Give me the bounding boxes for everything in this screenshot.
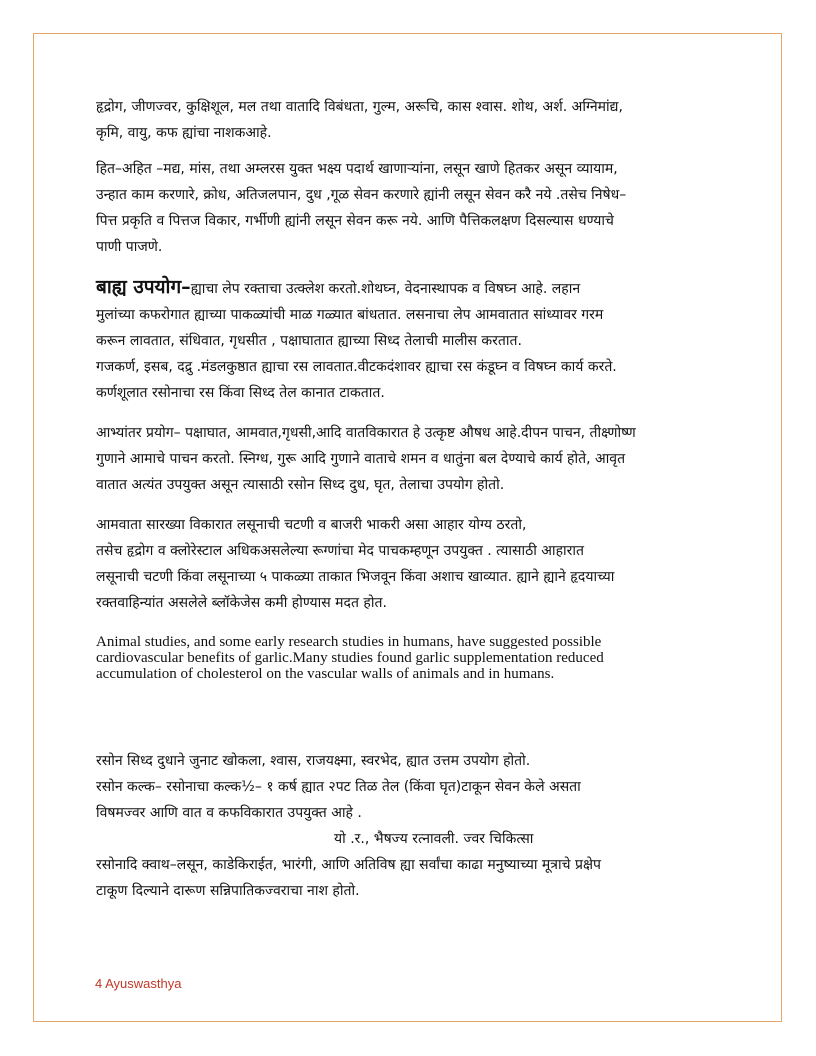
- text-line: रसोन कल्क– रसोनाचा कल्क½– १ कर्ष ह्यात २पट तिळ तेल (किंवा घृत)टाकून सेवन केले असता: [96, 779, 581, 795]
- text-line: रक्तवाहिन्यांत असलेले ब्लॉकेजेस कमी होण्यास मदत होत.: [96, 595, 387, 611]
- text-line: टाकूण दिल्याने दारूण सन्निपातिकज्वराचा नाश होतो.: [96, 883, 360, 899]
- paragraph-english-research: [96, 634, 736, 682]
- text-line: Animal studies, and some early research studies in humans, have suggested possible: [96, 634, 602, 650]
- section-heading-external-use: बाह्य उपयोग–: [96, 276, 191, 298]
- text-line: वातात अत्यंत उपयुक्त असून त्यासाठी रसोन सिध्द दुध, घृत, तेलाचा उपयोग होतो.: [96, 477, 505, 493]
- text-line: cardiovascular benefits of garlic.Many studies found garlic supplementation reduced: [96, 650, 604, 666]
- paragraph-rasonadi-kwath: [96, 852, 736, 904]
- text-line: उन्हात काम करणारे, क्रोध, अतिजलपान, दुध ,गूळ सेवन करणारे ह्यांनी लसून सेवन करै नये .तसेच निषेध–: [96, 187, 627, 203]
- reference-citation: यो .र., भैषज्य रत्नावली. ज्वर चिकित्सा: [334, 831, 534, 847]
- text-line: लसूनाची चटणी किंवा लसूनाच्या ५ पाकळ्या ताकात भिजवून किंवा अशाच खाव्यात. ह्याने ह्याने हृदयाच्या: [96, 569, 615, 585]
- text-line: गुणाने आमाचे पाचन करतो. स्निग्ध, गुरू आदि गुणाने वाताचे शमन व धातुंना बल देण्याचे कार्य होते, आवृत: [96, 451, 626, 467]
- paragraph-rason-kalka: [96, 748, 736, 826]
- text-line: कृमि, वायु, कफ ह्यांचा नाशकआहे.: [96, 125, 272, 141]
- text-line: accumulation of cholesterol on the vascular walls of animals and in humans.: [96, 666, 555, 682]
- text-line: रसोनादि क्वाथ–लसून, काडेकिराईत, भारंगी, आणि अतिविष ह्या सर्वांचा काढा मनुष्याच्या मूत्राचे प्रक्षेप: [96, 857, 601, 873]
- text-line: आमवाता सारख्या विकारात लसूनाची चटणी व बाजरी भाकरी असा आहार योग्य ठरतो,: [96, 517, 527, 533]
- text-line: गजकर्ण, इसब, दद्रु .मंडलकुष्ठात ह्याचा रस लावतात.वीटकदंशावर ह्याचा रस कंडूघ्न व विषघ्न कार्य करते.: [96, 359, 617, 375]
- text-line: रसोन सिध्द दुधाने जुनाट खोकला, श्वास, राजयक्ष्मा, स्वरभेद, ह्यात उत्तम उपयोग होतो.: [96, 753, 531, 769]
- paragraph-diseases: [96, 94, 736, 146]
- text-line: कर्णशूलात रसोनाचा रस किंवा सिध्द तेल कानात टाकतात.: [96, 385, 385, 401]
- text-line: हृद्रोग, जीणज्वर, कुक्षिशूल, मल तथा वातादि विबंधता, गुल्म, अरूचि, कास श्वास. शोथ, अर्श. अग्निमांद्य,: [96, 99, 623, 115]
- text-line: ह्याचा लेप रक्ताचा उत्क्लेश करतो.शोथघ्न, वेदनास्थापक व विषघ्न आहे. लहान: [190, 281, 581, 297]
- paragraph-external-use: [96, 274, 736, 406]
- text-line: मुलांच्या कफरोगात ह्याच्या पाकळ्यांची माळ गळ्यात बांधतात. लसनाचा लेप आमवातात सांध्यावर गरम: [96, 307, 604, 323]
- paragraph-internal-use: [96, 420, 736, 498]
- document-body: [96, 94, 736, 904]
- text-line: तसेच हृद्रोग व क्लोरेस्टाल अधिकअसलेल्या रूग्णांचा मेद पाचकम्हणून उपयुक्त . त्यासाठी आहारात: [96, 543, 584, 559]
- text-line: पित्त प्रकृति व पित्तज विकार, गर्भीणी ह्यांनी लसून सेवन करू नये. आणि पैत्तिकलक्षण दिसल्यास धण्याचे: [96, 213, 614, 229]
- text-line: पाणी पाजणे.: [96, 239, 163, 255]
- text-line: हित–अहित –मद्य, मांस, तथा अम्लरस युक्त भक्ष्य पदार्थ खाणाऱ्यांना, लसून खाणे हितकर असून व्यायाम,: [96, 161, 618, 177]
- text-line: विषमज्वर आणि वात व कफविकारात उपयुक्त आहे .: [96, 805, 362, 821]
- text-line: आभ्यांतर प्रयोग– पक्षाघात, आमवात,गृधसी,आदि वातविकारात हे उत्कृष्ट औषध आहे.दीपन पाचन, तीक्ष्णोष्ण: [96, 425, 636, 441]
- page-footer: 4 Ayuswasthya: [95, 976, 182, 991]
- paragraph-hit-ahit: [96, 156, 736, 260]
- paragraph-diet: [96, 512, 736, 616]
- text-line: करून लावतात, संधिवात, गृधसीत , पक्षाघातात ह्याच्या सिध्द तेलाची मालीस करतात.: [96, 333, 522, 349]
